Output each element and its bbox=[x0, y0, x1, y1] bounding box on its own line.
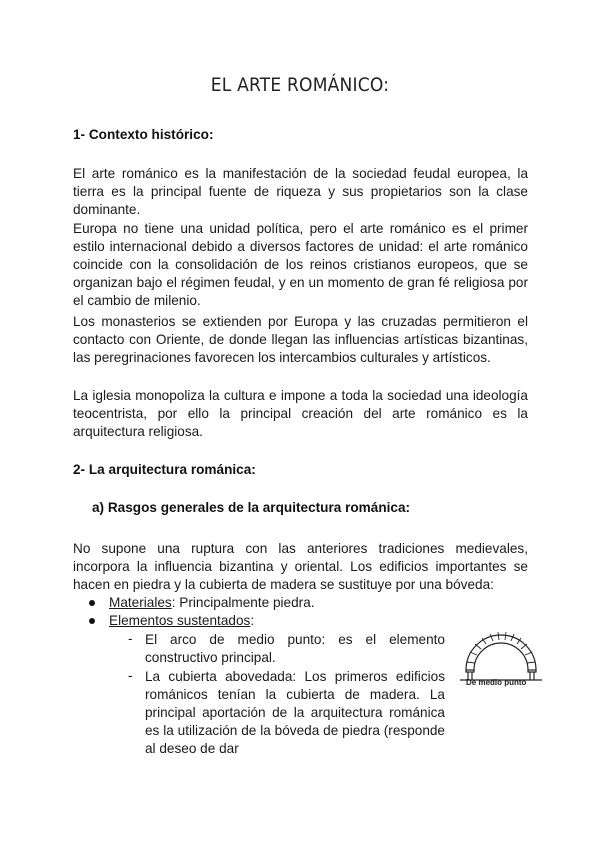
bullet-text: : bbox=[250, 613, 255, 628]
paragraph: El arte románico es la manifestación de la sociedad feudal europea, la tierra es la principal fuente de riqueza y sus propietarios son la clase dominante. bbox=[73, 166, 528, 217]
paragraph: No supone una ruptura con las anteriores tradiciones medievales, incorpora la influencia bizantina y oriental. Los edificios importantes se hacen en piedra y la cubierta de madera se sustituye por una bóveda: bbox=[73, 541, 528, 592]
paragraph: Europa no tiene una unidad política, pero el arte románico es el primer estilo internacional debido a diversos factores de unidad: el arte románico coincide con la consolidación de los reinos cristianos europeos, que se organizan bajo el régimen feudal, y en un momento de gran fé religiosa por el cambio de milenio. bbox=[73, 221, 528, 308]
subsection-heading: a) Rasgos generales de la arquitectura románica: bbox=[92, 500, 411, 515]
bullet-item-materiales bbox=[109, 594, 315, 612]
bullet-label: Elementos sustentados bbox=[109, 613, 251, 628]
page-title: EL ARTE ROMÁNICO: bbox=[210, 74, 390, 96]
section-heading-contexto: 1- Contexto histórico: bbox=[73, 127, 214, 142]
bullet-text: : Principalmente piedra. bbox=[171, 595, 315, 610]
dash-marker: - bbox=[128, 631, 133, 646]
figure-caption: De medio punto bbox=[466, 678, 527, 687]
dash-marker: - bbox=[128, 668, 133, 683]
bullet-label: Materiales bbox=[109, 595, 172, 610]
sub-item-text: La cubierta abovedada: Los primeros edificios románicos tenían la cubierta de madera. La principal aportación de la arquitectura románica es la utilización de la bóveda de piedra (responde al deseo de dar bbox=[145, 669, 445, 756]
bullet-dot bbox=[89, 600, 95, 606]
bullet-dot bbox=[89, 618, 95, 624]
paragraph: La iglesia monopoliza la cultura e impone a toda la sociedad una ideología teocentrista, por ello la principal creación del arte románico es la arquitectura religiosa. bbox=[73, 388, 528, 439]
bullet-item-elementos bbox=[109, 612, 254, 630]
paragraph: Los monasterios se extienden por Europa y las cruzadas permitieron el contacto con Oriente, de donde llegan las influencias artísticas bizantinas, las peregrinaciones favorecen los intercambios culturales y artísticos. bbox=[73, 314, 528, 365]
sub-item-text: El arco de medio punto: es el elemento constructivo principal. bbox=[145, 632, 445, 665]
section-heading-arquitectura: 2- La arquitectura románica: bbox=[73, 462, 256, 477]
